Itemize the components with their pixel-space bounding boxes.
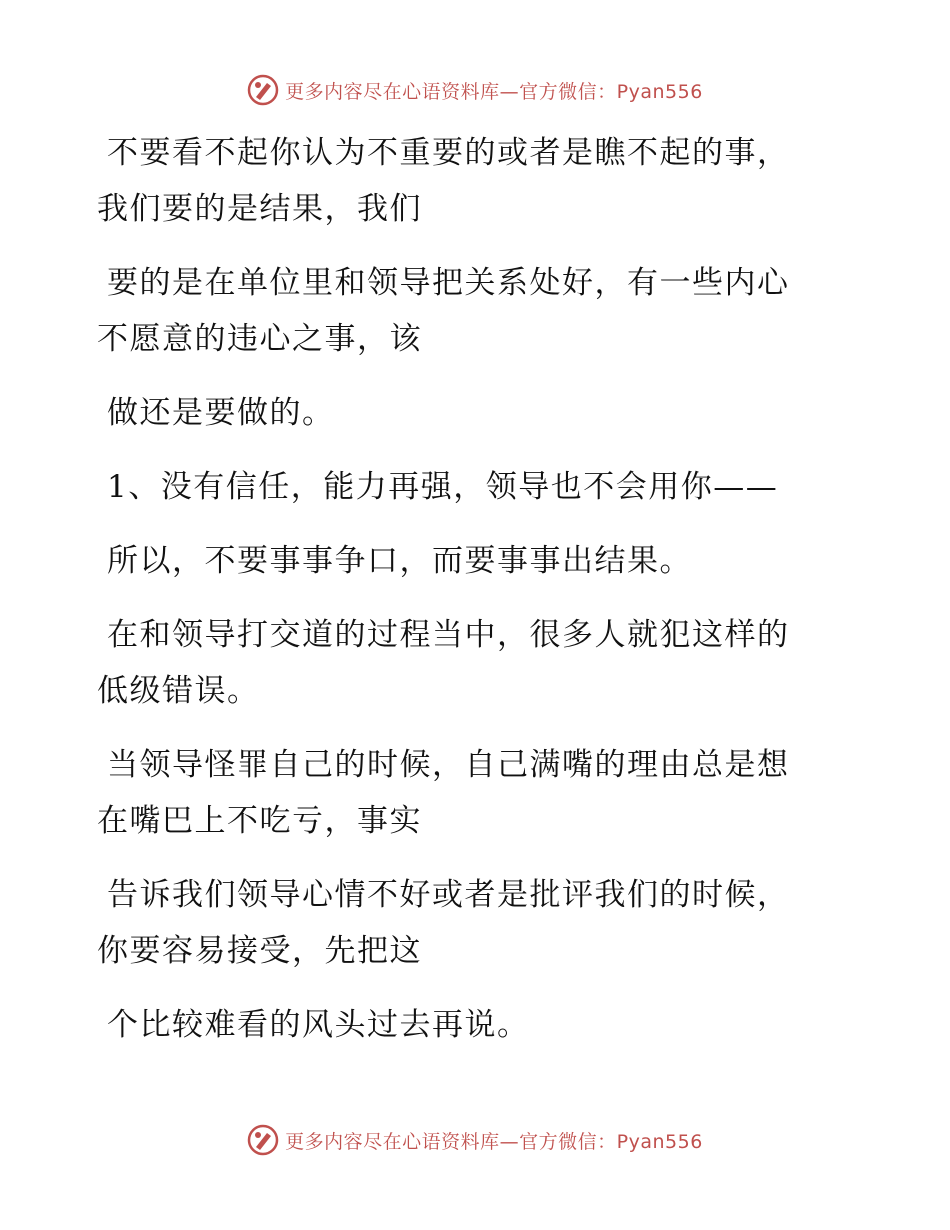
paragraph [97,737,832,849]
paragraph [97,533,832,589]
pen-logo-icon [247,74,279,106]
text-line: 低级错误。 [97,673,260,709]
text-line: 不要看不起你认为不重要的或者是瞧不起的事， [107,135,790,171]
text-line: 所以，不要事事争口，而要事事出结果。 [107,543,692,579]
paragraph [97,867,832,979]
paragraph [97,125,832,237]
text-line: 要的是在单位里和领导把关系处好，有一些内心 [107,265,790,301]
banner-text: 更多内容尽在心语资料库—官方微信：Pyan556 [285,80,703,103]
paragraph [97,255,832,367]
paragraph [97,997,832,1053]
text-line: 在和领导打交道的过程当中，很多人就犯这样的 [107,617,790,653]
banner-text: 更多内容尽在心语资料库—官方微信：Pyan556 [285,1130,703,1153]
footer-banner [0,1122,950,1158]
text-line: 不愿意的违心之事，该 [97,321,422,357]
header-banner [0,72,950,108]
paragraph [97,459,832,515]
text-line: 当领导怪罪自己的时候，自己满嘴的理由总是想 [107,747,790,783]
text-line: 个比较难看的风头过去再说。 [107,1007,530,1043]
paragraph [97,607,832,719]
text-line: 做还是要做的。 [107,395,335,431]
text-line: 告诉我们领导心情不好或者是批评我们的时候， [107,877,790,913]
document-body [97,125,832,1071]
text-line: 我们要的是结果，我们 [97,191,422,227]
text-line: 在嘴巴上不吃亏，事实 [97,803,422,839]
paragraph [97,385,832,441]
text-line: 你要容易接受，先把这 [97,933,422,969]
pen-logo-icon [247,1124,279,1156]
text-line: 1、没有信任，能力再强，领导也不会用你—— [107,469,779,505]
